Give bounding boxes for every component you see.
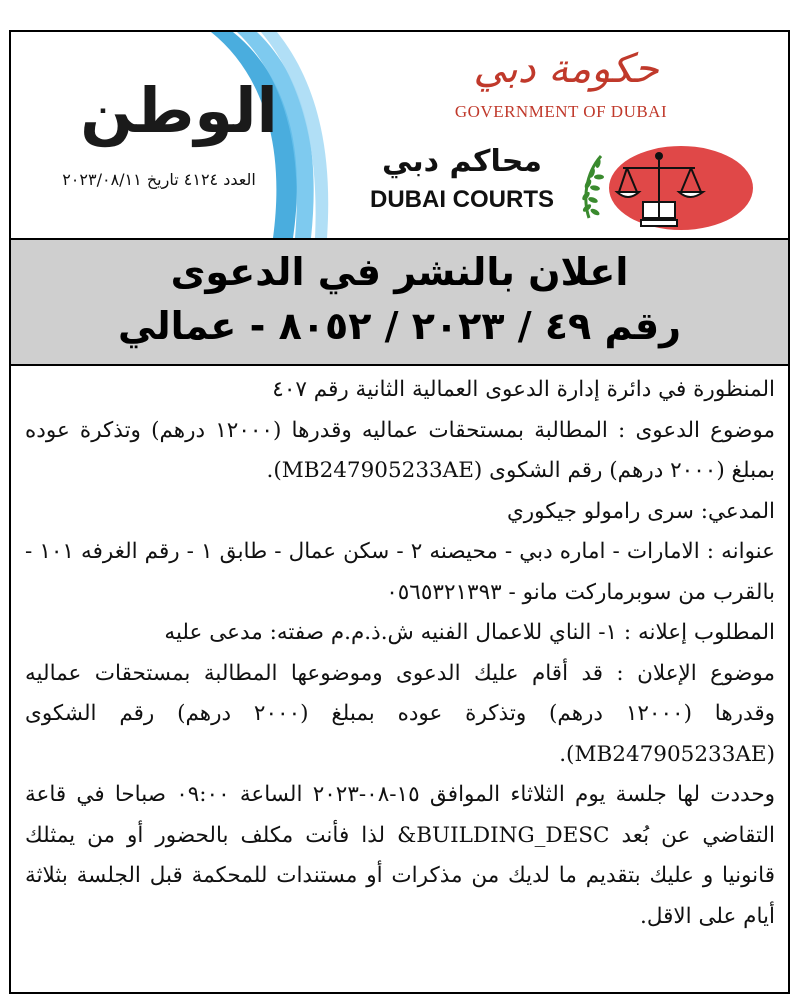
newspaper-masthead [11,32,371,238]
notice-paragraph-address: عنوانه : الامارات - اماره دبي - محيصنه ٢ - سكن عمال - طابق ١ - رقم الغرفه ١٠١ - بالقرب من سوبرماركت مانو - ٠٥٦٥٣٢١٣٩٣ [25,539,775,605]
issue-line: العدد ٤١٢٤ تاريخ ٢٠٢٣/٠٨/١١ [62,170,256,189]
courts-name-arabic: محاكم دبي [382,144,542,179]
notice-paragraph-subject: موضوع الدعوى : المطالبة بمستحقات عماليه وقدرها (١٢٠٠٠ درهم) وتذكرة عوده بمبلغ (٢٠٠٠ درهم) رقم الشكوى (MB247905233AE). [25,417,775,483]
notice-paragraph-defendant: المطلوب إعلانه : ١- الناي للاعمال الفنيه ش.ذ.م.م صفته: مدعى عليه [164,620,775,645]
notice-paragraph-circuit: المنظورة في دائرة إدارة الدعوى العمالية الثانية رقم ٤٠٧ [272,377,775,402]
notice-paragraph-notice-subject: موضوع الإعلان : قد أقام عليك الدعوى وموضوعها المطالبة بمستحقات عماليه وقدرها (١٢٠٠٠ درهم) وتذكرة عوده بمبلغ (٢٠٠٠ درهم) رقم الشكوى (MB247905233AE). [25,660,775,767]
notice-frame [9,30,790,994]
newspaper-name: الوطن [80,74,278,147]
notice-title-band [11,238,788,366]
notice-body [25,370,775,937]
scales-of-justice-icon [579,140,759,236]
government-name-english: GOVERNMENT OF DUBAI [454,102,668,121]
notice-paragraph-plaintiff: المدعي: سرى رامولو جيكوري [506,498,775,524]
courts-logo [351,140,771,230]
notice-paragraph-hearing: وحددت لها جلسة يوم الثلاثاء الموافق ١٥-٠٨-٢٠٢٣ الساعة ٠٩:٠٠ صباحا في قاعة التقاضي عن بُعد BUILDING_DESC& لذا فأنت مكلف بالحضور أو من يمثلك قانونيا و عليك بتقديم ما لديك من مذكرات أو مستندات للمحكمة قبل الجلسة بثلاثة أيام على الاقل. [25,782,775,929]
government-logo [421,32,701,142]
notice-title: اعلان بالنشر في الدعوى [170,250,629,294]
header [11,32,788,238]
courts-name-english: DUBAI COURTS [370,186,554,213]
government-name-arabic: حكومة دبي [473,46,659,92]
case-number: رقم ٤٩ / ٢٠٢٣ / ٨٠٥٢ - عمالي [117,304,682,348]
